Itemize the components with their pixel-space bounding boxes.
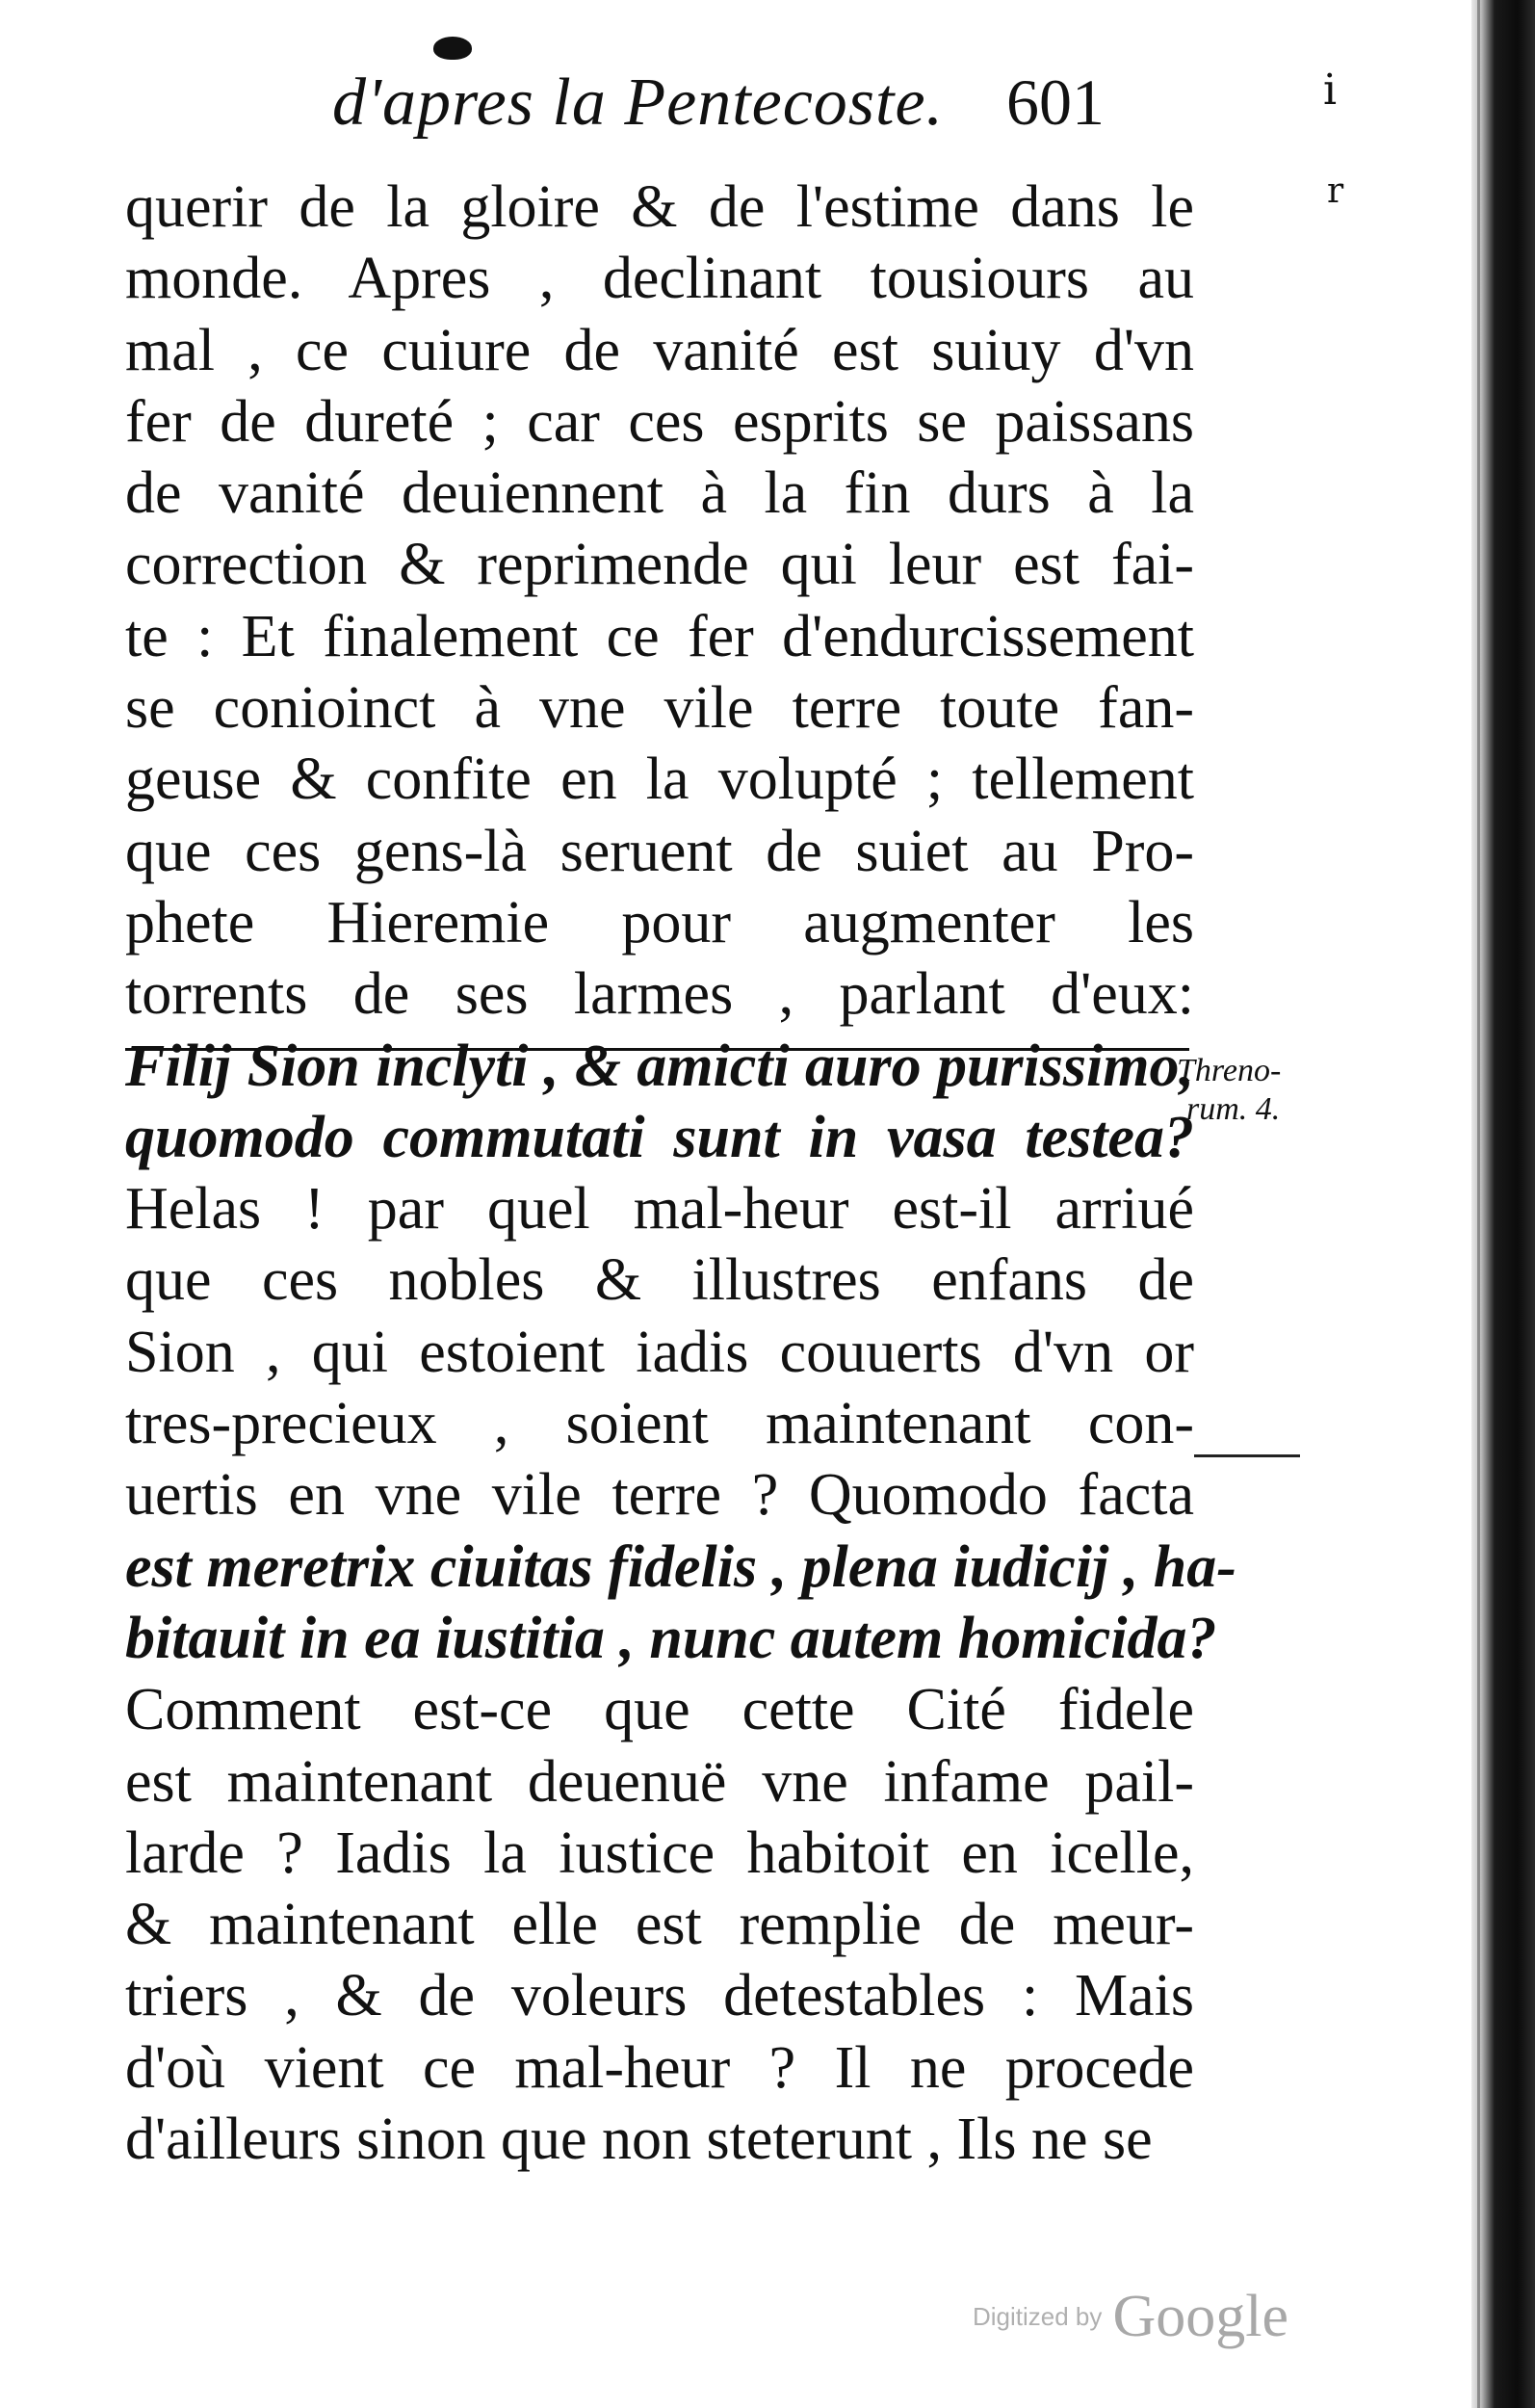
text-line: & maintenant elle est remplie de meur- <box>125 1892 1194 1958</box>
page-number: 601 <box>1006 65 1105 139</box>
text-line: triers , & de voleurs detestables : Mais <box>125 1963 1194 2029</box>
text-line: Comment est-ce que cette Cité fidele <box>125 1677 1194 1743</box>
latin-quote-line: est meretrix ciuitas fidelis , plena iudicij , ha- <box>125 1533 1236 1600</box>
text-line: torrents de ses larmes , parlant d'eux: <box>125 961 1194 1028</box>
ink-blot <box>433 37 472 60</box>
text-line: querir de la gloire & de l'estime dans le <box>125 174 1194 240</box>
running-title: d'apres la Pentecoste. <box>332 65 945 140</box>
digitized-label: Digitized by <box>973 2302 1103 2331</box>
text-line: Sion , qui estoient iadis couuerts d'vn or <box>125 1319 1194 1385</box>
digitization-stamp <box>973 2283 1288 2350</box>
text-line: geuse & confite en la volupté ; tellement <box>125 746 1194 813</box>
marginal-note: Threno- <box>1177 1053 1282 1088</box>
text-line: Helas ! par quel mal-heur est-il arriué <box>125 1176 1194 1243</box>
text-line: se conioinct à vne vile terre toute fan- <box>125 675 1194 742</box>
text-line: d'ailleurs sinon que non steterunt , Ils ne se <box>125 2107 1153 2173</box>
text-line: tres-precieux , soient maintenant con- <box>125 1391 1194 1457</box>
latin-quote-line: Filij Sion inclyti , & amicti auro purissimo, <box>125 1033 1194 1099</box>
text-line: que ces gens-là seruent de suiet au Pro- <box>125 818 1194 884</box>
text-line: est maintenant deuenuë vne infame pail- <box>125 1748 1194 1815</box>
text-line: monde. Apres , declinant tousiours au <box>125 246 1194 312</box>
text-line: fer de dureté ; car ces esprits se paissans <box>125 388 1194 455</box>
text-line: d'où vient ce mal-heur ? Il ne procede <box>125 2034 1194 2101</box>
latin-quote-line: quomodo commutati sunt in vasa testea? <box>125 1104 1194 1170</box>
page-header <box>0 65 1535 156</box>
text-line: uertis en vne vile terre ? Quomodo facta <box>125 1462 1194 1529</box>
latin-quote-line: bitauit in ea iustitia , nunc autem homicida? <box>125 1605 1217 1671</box>
text-line: te : Et finalement ce fer d'endurcissement <box>125 603 1194 669</box>
text-line: de vanité deuiennent à la fin durs à la <box>125 460 1194 527</box>
page-edge-shadow <box>1471 0 1535 2408</box>
text-line: phete Hieremie pour augmenter les <box>125 889 1194 955</box>
text-line: correction & reprimende qui leur est fai- <box>125 532 1194 598</box>
margin-dash <box>1194 1454 1300 1457</box>
digitizer-logo: Google <box>1112 2284 1289 2349</box>
text-line: larde ? Iadis la iustice habitoit en icelle, <box>125 1819 1194 1886</box>
marginal-note: rum. 4. <box>1186 1091 1281 1127</box>
margin-mark: r <box>1327 171 1344 211</box>
text-line: que ces nobles & illustres enfans de <box>125 1247 1194 1314</box>
margin-mark: i <box>1323 65 1338 115</box>
text-line: mal , ce cuiure de vanité est suiuy d'vn <box>125 317 1194 383</box>
